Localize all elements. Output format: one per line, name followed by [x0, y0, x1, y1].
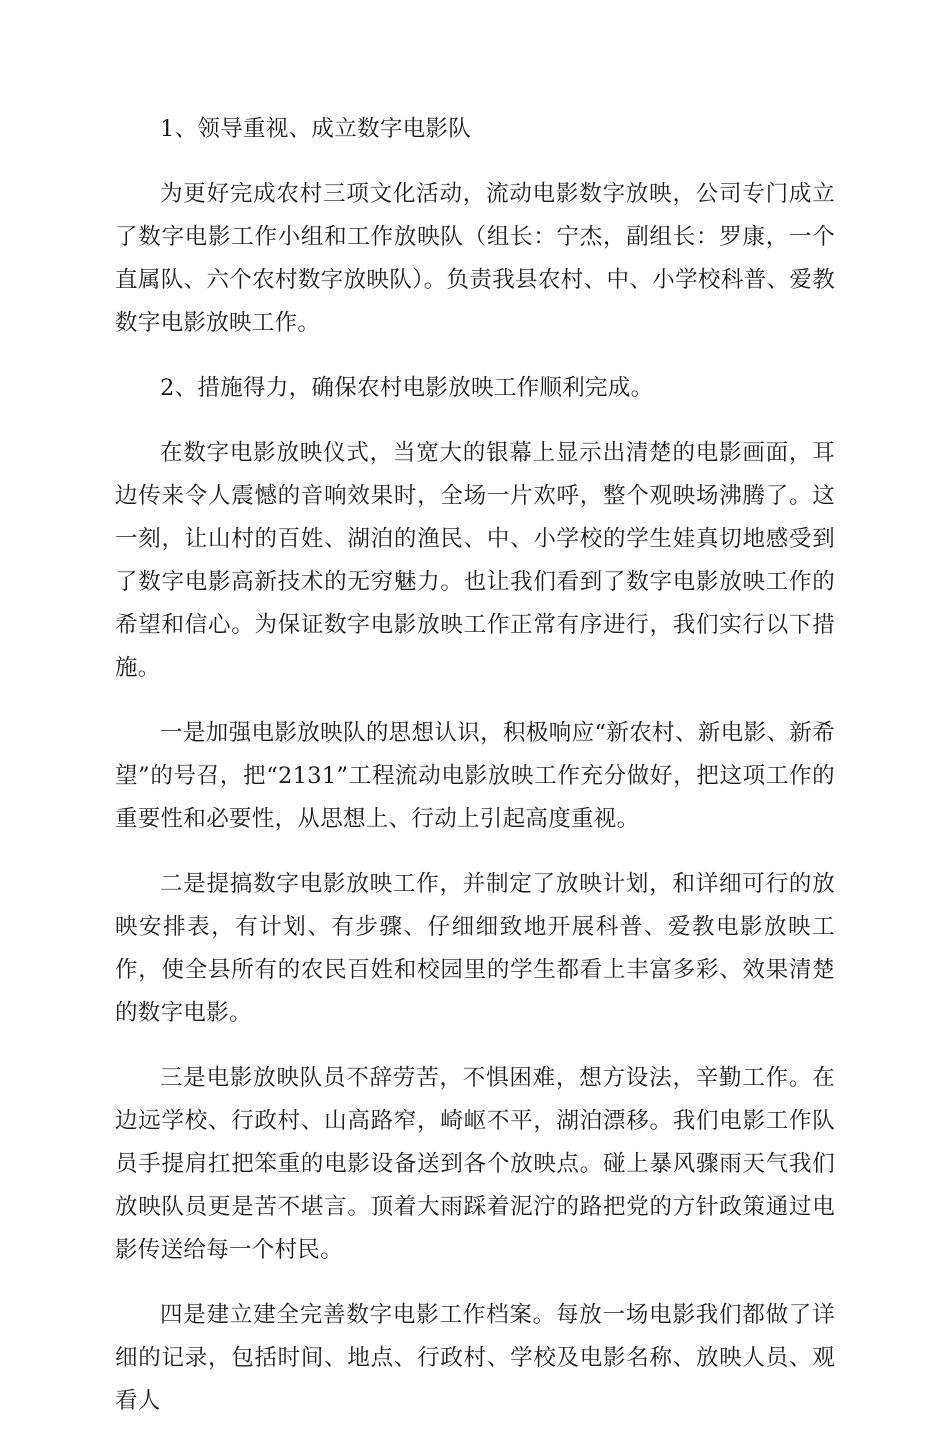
body-paragraph: 在数字电影放映仪式，当宽大的银幕上显示出清楚的电影画面，耳边传来令人震憾的音响效果时，全场一片欢呼，整个观映场沸腾了。这一刻，让山村的百姓、湖泊的渔民、中、小学校的学生娃真切地感受到了数字电影高新技术的无穷魅力。也让我们看到了数字电影放映工作的希望和信心。为保证数字电影放映工作正常有序进行，我们实行以下措施。 — [115, 440, 835, 681]
measure-paragraph-1: 一是加强电影放映队的思想认识，积极响应“新农村、新电影、新希望”的号召，把“2131”工程流动电影放映工作充分做好，把这项工作的重要性和必要性，从思想上、行动上引起高度重视。 — [115, 720, 835, 832]
section-heading-2: 2、措施得力，确保农村电影放映工作顺利完成。 — [160, 375, 654, 401]
section-heading-1: 1、领导重视、成立数字电影队 — [160, 116, 472, 142]
document-body — [115, 108, 835, 1445]
measure-paragraph-4: 四是建立建全完善数字电影工作档案。每放一场电影我们都做了详细的记录，包括时间、地点、行政村、学校及电影名称、放映人员、观看人 — [115, 1302, 835, 1414]
measure-paragraph-3: 三是电影放映队员不辞劳苦，不惧困难，想方设法，辛勤工作。在边远学校、行政村、山高路窄，崎岖不平，湖泊漂移。我们电影工作队员手提肩扛把笨重的电影设备送到各个放映点。碰上暴风骤雨天气我们放映队员更是苦不堪言。顶着大雨踩着泥泞的路把党的方针政策通过电影传送给每一个村民。 — [115, 1065, 835, 1263]
body-paragraph: 为更好完成农村三项文化活动，流动电影数字放映，公司专门成立了数字电影工作小组和工作放映队（组长：宁杰，副组长：罗康，一个直属队、六个农村数字放映队）。负责我县农村、中、小学校科普、爱教数字电影放映工作。 — [115, 181, 835, 336]
measure-paragraph-2: 二是提搞数字电影放映工作，并制定了放映计划，和详细可行的放映安排表，有计划、有步骤、仔细细致地开展科普、爱教电影放映工作，使全县所有的农民百姓和校园里的学生都看上丰富多彩、效果清楚的数字电影。 — [115, 871, 835, 1026]
